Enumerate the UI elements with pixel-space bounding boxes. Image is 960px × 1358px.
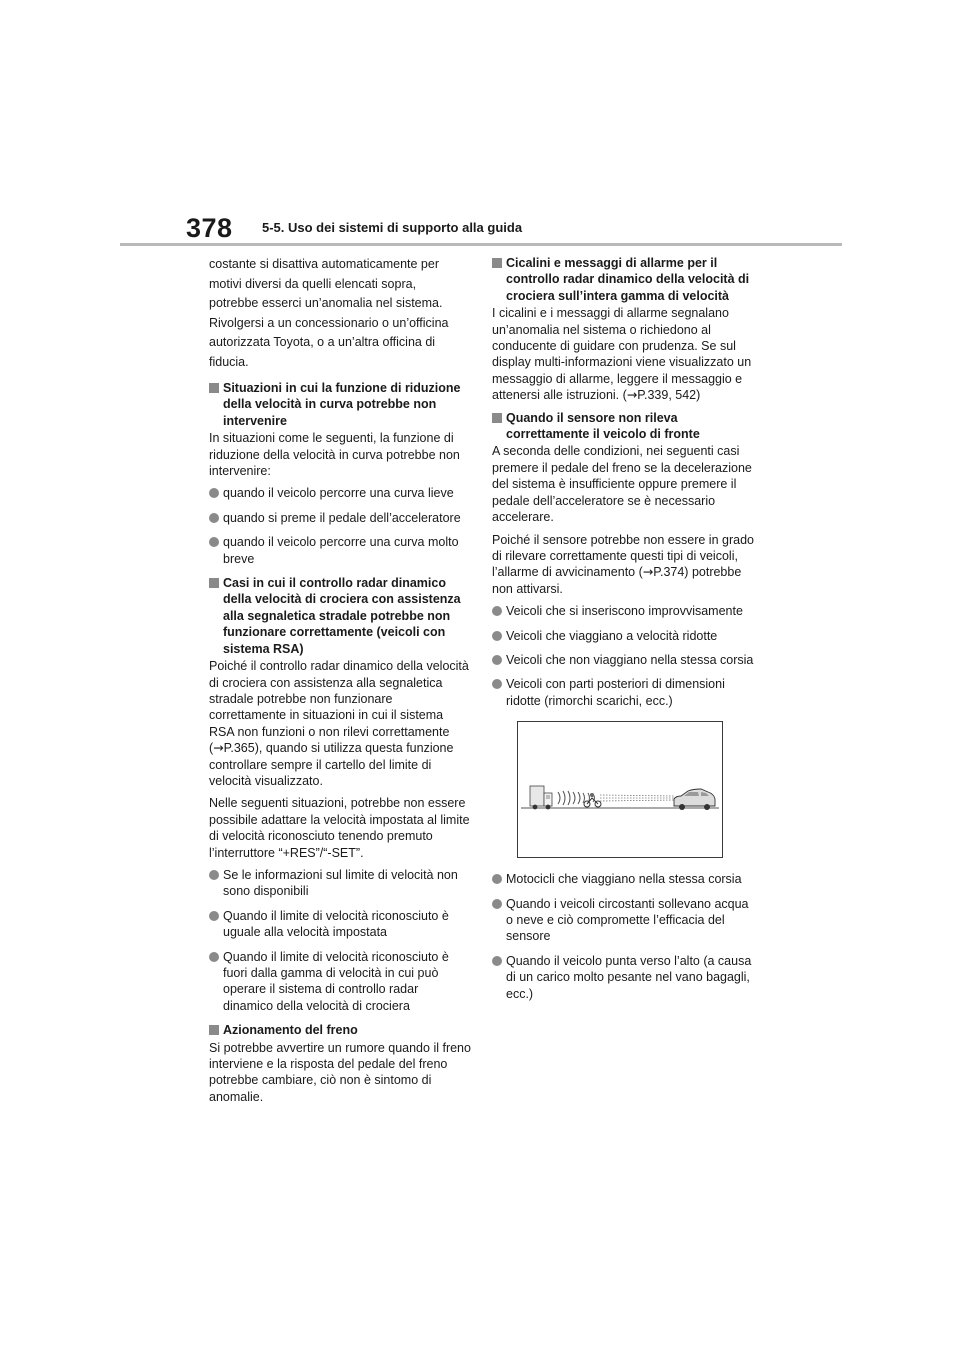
intro-line: potrebbe esserci un’anomalia nel sistema. [209, 296, 443, 310]
car-icon [674, 789, 715, 810]
section-body: Poiché il sensore potrebbe non essere in grado di rilevare correttamente questi tipi di veicoli, l’allarme di avvicinamento (→P.374) potrebbe non attivarsi. [492, 532, 754, 596]
intro-line: fiducia. [209, 354, 249, 369]
section-body: Si potrebbe avvertire un rumore quando il freno interviene e la risposta del pedale del freno potrebbe cambiare, ciò non è sintomo di anomalie. [209, 1040, 471, 1104]
circle-bullet-icon [492, 899, 502, 909]
list-item: Quando il limite di velocità riconosciuto è fuori dalla gamma di velocità in cui può operare il sistema di controllo radar dinamico della velocità di crociera [209, 949, 471, 1015]
circle-bullet-icon [492, 874, 502, 884]
section-title: 5-5. Uso dei sistemi di supporto alla guida [262, 220, 523, 235]
circle-bullet-icon [209, 870, 219, 880]
list-item: Se le informazioni sul limite di velocità non sono disponibili [209, 867, 471, 900]
radar-wave-icon [558, 791, 595, 805]
section-body: Poiché il controllo radar dinamico della velocità di crociera con assistenza alla segnaletica stradale potrebbe non funzionare correttamente in situazioni in cui il sistema RSA non funzioni o non rilevi correttamente (→P.365), quando si utilizza questa funzione controllare sempre il cartello del limite di velocità visualizzato. [209, 659, 469, 788]
section-body: I cicalini e i messaggi di allarme segnalano un’anomalia nel sistema o richiedono al conducente di guidare con prudenza. Se sul display multi-informazioni viene visualizzato un messaggio di allarme, leggere il messaggio e attenersi alle istruzioni. (→P.339, 542) [492, 306, 752, 403]
circle-bullet-icon [492, 655, 502, 665]
list-item: Veicoli con parti posteriori di dimensioni ridotte (rimorchi scarichi, ecc.) [492, 676, 754, 709]
intro-line: costante si disattiva automaticamente per [209, 257, 439, 271]
left-column [209, 255, 471, 1111]
section-heading-warnings: Cicalini e messaggi di allarme per il controllo radar dinamico della velocità di crociera sull’intera gamma di velocità [492, 255, 754, 304]
arrow-right-icon: → [213, 740, 224, 756]
section-heading-curve-speed: Situazioni in cui la funzione di riduzione della velocità in curva potrebbe non intervenire [209, 380, 471, 429]
list-item: quando il veicolo percorre una curva lieve [209, 485, 471, 501]
circle-bullet-icon [492, 606, 502, 616]
square-bullet-icon [492, 413, 502, 423]
section-body: A seconda delle condizioni, nei seguenti casi premere il pedale del freno se la decelerazione del sistema è insufficiente oppure premere il pedale dell’acceleratore se è necessario accelerare. [492, 444, 752, 525]
circle-bullet-icon [209, 952, 219, 962]
circle-bullet-icon [492, 631, 502, 641]
list-item: Quando il limite di velocità riconosciuto è uguale alla velocità impostata [209, 908, 471, 941]
square-bullet-icon [209, 578, 219, 588]
list-item: Veicoli che viaggiano a velocità ridotte [492, 628, 754, 644]
header-divider [120, 243, 842, 246]
square-bullet-icon [209, 383, 219, 393]
square-bullet-icon [492, 258, 502, 268]
arrow-right-icon: → [626, 387, 638, 403]
section-body: Nelle seguenti situazioni, potrebbe non essere possibile adattare la velocità impostata al limite di velocità riconosciuto tenendo premuto l’interruttore “+RES”/“-SET”. [209, 796, 470, 860]
arrow-right-icon: → [642, 564, 654, 580]
motorcycle-icon [584, 793, 601, 807]
circle-bullet-icon [209, 911, 219, 921]
radar-illustration-svg [518, 722, 722, 857]
list-item: Quando il veicolo punta verso l’alto (a causa di un carico molto pesante nel vano bagagli, ecc.) [492, 953, 754, 1002]
list-item: quando il veicolo percorre una curva molto breve [209, 534, 471, 567]
list-item: Quando i veicoli circostanti sollevano acqua o neve e ciò compromette l’efficacia del sensore [492, 896, 754, 945]
section-heading-brake: Azionamento del freno [209, 1022, 471, 1038]
circle-bullet-icon [209, 513, 219, 523]
intro-line: Rivolgersi a un concessionario o un’officina [209, 315, 449, 330]
list-item: quando si preme il pedale dell’acceleratore [209, 510, 471, 526]
list-item: Motocicli che viaggiano nella stessa corsia [492, 871, 754, 887]
section-heading-rsa: Casi in cui il controllo radar dinamico della velocità di crociera con assistenza alla segnaletica stradale potrebbe non funzionare correttamente (veicoli con sistema RSA) [209, 575, 471, 657]
circle-bullet-icon [492, 956, 502, 966]
right-column [492, 255, 754, 1010]
intro-line: motivi diversi da quelli elencati sopra, [209, 276, 417, 291]
circle-bullet-icon [209, 537, 219, 547]
intro-line: autorizzata Toyota, o a un’altra officina di [209, 335, 436, 349]
radar-illustration [517, 721, 723, 858]
circle-bullet-icon [492, 679, 502, 689]
section-body: In situazioni come le seguenti, la funzione di riduzione della velocità in curva potrebbe non intervenire: [209, 431, 460, 479]
radar-beam [600, 795, 674, 801]
list-item: Veicoli che non viaggiano nella stessa corsia [492, 652, 754, 668]
intro-paragraph [209, 255, 471, 372]
square-bullet-icon [209, 1025, 219, 1035]
page-number: 378 [186, 213, 233, 243]
truck-icon [530, 786, 552, 809]
section-heading-sensor: Quando il sensore non rileva correttamente il veicolo di fronte [492, 410, 754, 443]
circle-bullet-icon [209, 488, 219, 498]
list-item: Veicoli che si inseriscono improvvisamente [492, 603, 754, 619]
